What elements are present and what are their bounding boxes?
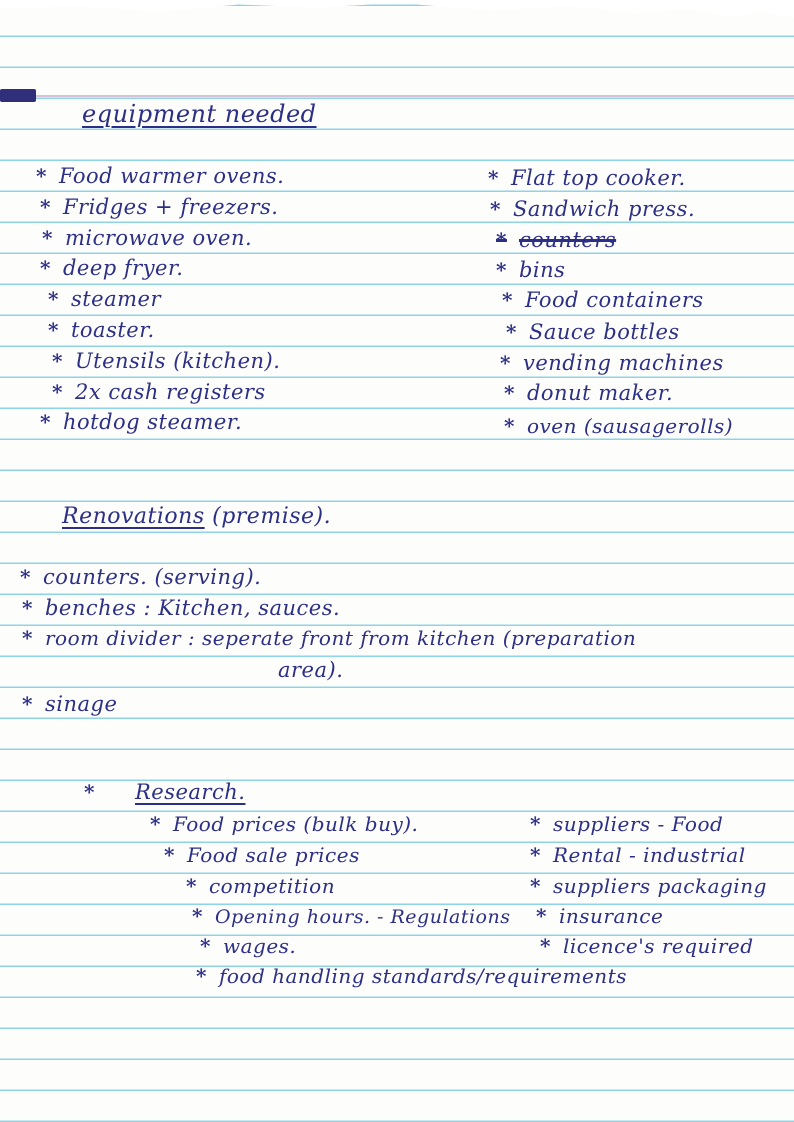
research-right-item: * Rental - industrial xyxy=(530,843,746,867)
equipment-right-item: * bins xyxy=(496,258,566,282)
renovations-item: * sinage xyxy=(22,692,118,716)
equipment-right-item: * Sauce bottles xyxy=(506,320,680,344)
equipment-right-item: * oven (sausagerolls) xyxy=(504,414,734,438)
equipment-heading: equipment needed xyxy=(82,100,317,128)
research-heading: Research. xyxy=(134,780,246,804)
renovations-heading-suffix: (premise). xyxy=(212,504,332,529)
top-margin-line xyxy=(0,95,794,97)
equipment-right-item: * donut maker. xyxy=(504,381,674,405)
equipment-left-item: * Food warmer ovens. xyxy=(36,164,285,188)
equipment-left-item: * Utensils (kitchen). xyxy=(52,349,281,373)
equipment-left-item: * deep fryer. xyxy=(40,256,184,280)
research-left-item: * Food sale prices xyxy=(164,843,360,867)
equipment-left-item: * hotdog steamer. xyxy=(40,410,243,434)
research-right-item: * licence's required xyxy=(540,934,754,958)
research-left-item: * wages. xyxy=(200,934,297,958)
renovations-continuation: area). xyxy=(278,658,344,682)
equipment-right-item: * Food containers xyxy=(502,288,704,312)
renovations-item: * benches : Kitchen, sauces. xyxy=(22,596,341,620)
equipment-right-item-crossed: * counters xyxy=(496,228,617,252)
renovations-heading: Renovations xyxy=(62,504,205,529)
research-left-item: * food handling standards/requirements xyxy=(196,964,627,988)
research-left-item: * competition xyxy=(186,874,336,898)
equipment-right-item: * vending machines xyxy=(500,351,724,375)
equipment-left-item: * 2x cash registers xyxy=(52,380,266,404)
equipment-right-item: * Flat top cooker. xyxy=(488,166,686,190)
research-left-item: * Food prices (bulk buy). xyxy=(150,812,419,836)
research-right-item: * suppliers packaging xyxy=(530,874,767,898)
renovations-item: * counters. (serving). xyxy=(20,565,262,589)
renovations-heading-row xyxy=(62,504,331,529)
research-right-item: * insurance xyxy=(536,904,664,928)
research-right-item: * suppliers - Food xyxy=(530,812,724,836)
binding-mark xyxy=(0,89,36,102)
equipment-left-item: * microwave oven. xyxy=(42,226,253,250)
research-left-item: * Opening hours. - Regulations xyxy=(192,904,511,928)
equipment-left-item: * steamer xyxy=(48,287,162,311)
equipment-left-item: * Fridges + freezers. xyxy=(40,195,279,219)
renovations-item: * room divider : seperate front from kitchen (preparation xyxy=(22,626,637,650)
research-heading-row: * Research. xyxy=(84,780,246,804)
equipment-left-item: * toaster. xyxy=(48,318,155,342)
equipment-right-item: * Sandwich press. xyxy=(490,197,696,221)
